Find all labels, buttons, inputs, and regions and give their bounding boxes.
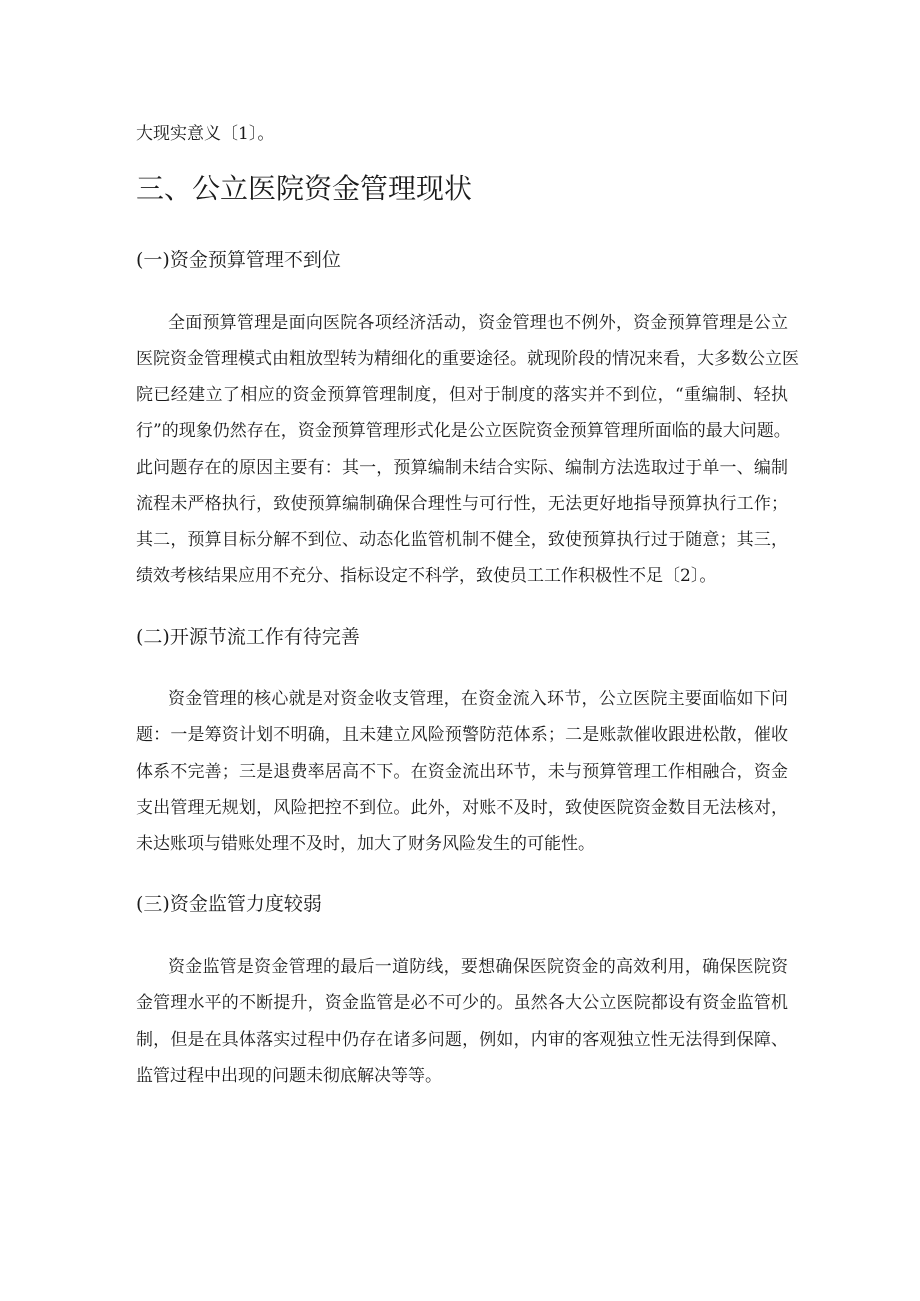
- paragraph-1-line-4: 行”的现象仍然存在，资金预算管理形式化是公立医院资金预算管理所面临的最大问题。: [136, 421, 791, 441]
- paragraph-3-line-3: 制，但是在具体落实过程中仍存在诸多问题，例如，内审的客观独立性无法得到保障、: [136, 1030, 788, 1050]
- intro-tail-text: 大现实意义〔1〕。: [136, 124, 275, 144]
- subsection-heading-3: (三)资金监管力度较弱: [136, 893, 322, 915]
- paragraph-1-line-8: 绩效考核结果应用不充分、指标设定不科学，致使员工工作积极性不足〔2〕。: [136, 566, 717, 586]
- paragraph-1-line-1: 全面预算管理是面向医院各项经济活动，资金管理也不例外，资金预算管理是公立: [168, 313, 788, 333]
- paragraph-1-line-3: 院已经建立了相应的资金预算管理制度，但对于制度的落实并不到位，“重编制、轻执: [136, 385, 788, 405]
- paragraph-3-line-1: 资金监管是资金管理的最后一道防线，要想确保医院资金的高效利用，确保医院资: [168, 957, 788, 977]
- paragraph-2-line-2: 题：一是筹资计划不明确，且未建立风险预警防范体系；二是账款催收跟进松散，催收: [136, 725, 788, 745]
- paragraph-1-line-7: 其二，预算目标分解不到位、动态化监管机制不健全，致使预算执行过于随意；其三，: [136, 530, 788, 550]
- paragraph-1-line-5: 此问题存在的原因主要有：其一，预算编制未结合实际、编制方法选取过于单一、编制: [136, 458, 788, 478]
- paragraph-2-line-4: 支出管理无规划，风险把控不到位。此外，对账不及时，致使医院资金数目无法核对，: [136, 798, 788, 818]
- section-title: 三、公立医院资金管理现状: [136, 172, 473, 205]
- paragraph-2-line-5: 未达账项与错账处理不及时，加大了财务风险发生的可能性。: [136, 834, 595, 854]
- subsection-heading-2: (二)开源节流工作有待完善: [136, 626, 360, 648]
- paragraph-1-line-6: 流程未严格执行，致使预算编制确保合理性与可行性，无法更好地指导预算执行工作；: [136, 494, 788, 514]
- paragraph-2-line-3: 体系不完善；三是退费率居高不下。在资金流出环节，未与预算管理工作相融合，资金: [136, 762, 788, 782]
- paragraph-3-line-4: 监管过程中出现的问题未彻底解决等等。: [136, 1066, 442, 1086]
- paragraph-3-line-2: 金管理水平的不断提升，资金监管是必不可少的。虽然各大公立医院都设有资金监管机: [136, 993, 788, 1013]
- paragraph-1-line-2: 医院资金管理模式由粗放型转为精细化的重要途径。就现阶段的情况来看，大多数公立医: [136, 349, 799, 369]
- subsection-heading-1: (一)资金预算管理不到位: [136, 249, 341, 271]
- paragraph-2-line-1: 资金管理的核心就是对资金收支管理，在资金流入环节，公立医院主要面临如下问: [168, 689, 788, 709]
